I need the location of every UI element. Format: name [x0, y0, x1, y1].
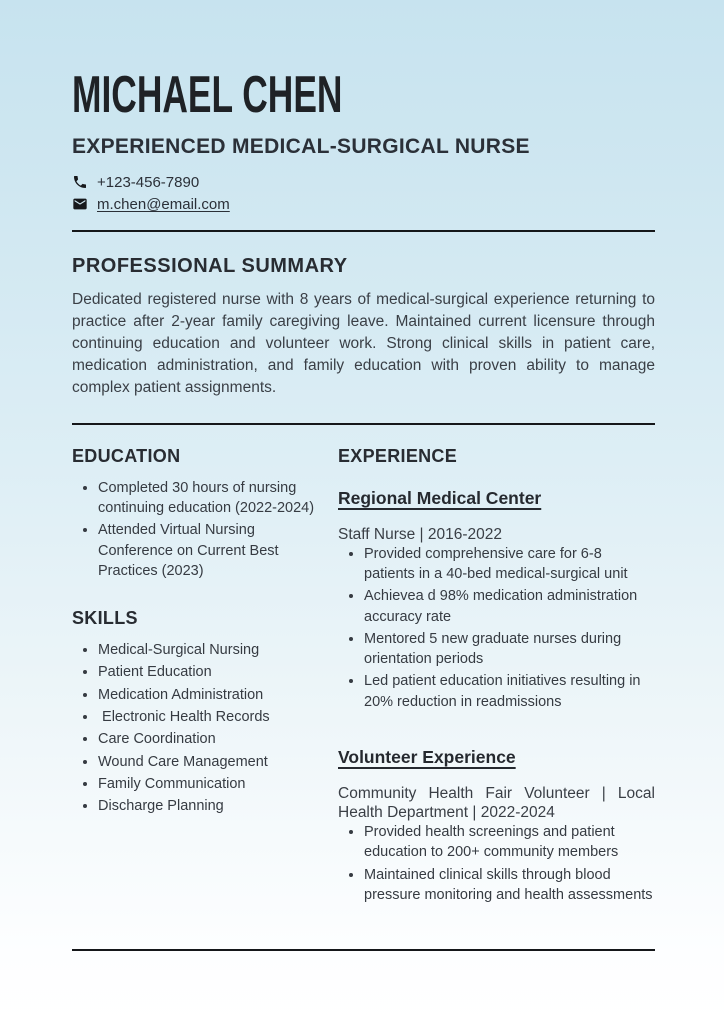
job-bullet: • Mentored 5 new graduate nurses during orientation periods — [364, 629, 655, 670]
person-name: MICHAEL CHEN — [72, 66, 343, 124]
phone-number: +123-456-7890 — [97, 173, 200, 191]
skills-list — [72, 640, 324, 816]
employer-name: Regional Medical Center — [338, 487, 542, 508]
body-columns — [72, 446, 655, 908]
job-bullet: • Achievea d 98% medication administration accuracy rate — [364, 586, 655, 627]
experience-heading: EXPERIENCE — [338, 445, 458, 466]
summary-section — [72, 255, 655, 400]
education-item: • Attended Virtual Nursing Conference on Current Best Practices (2023) — [98, 520, 324, 581]
resume-header — [72, 66, 655, 213]
skill-item: • Patient Education — [98, 662, 324, 682]
person-title: EXPERIENCED MEDICAL-SURGICAL NURSE — [72, 134, 530, 158]
divider-summary — [72, 423, 655, 425]
skill-item: • Wound Care Management — [98, 752, 324, 772]
skill-item: • Medication Administration — [98, 685, 324, 705]
envelope-icon — [72, 196, 88, 212]
skills-heading: SKILLS — [72, 608, 138, 629]
divider-header — [72, 230, 655, 232]
volunteer-bullet: • Provided health screenings and patient education to 200+ community members — [364, 822, 655, 863]
job-bullet: • Provided comprehensive care for 6-8 patients in a 40-bed medical-surgical unit — [364, 544, 655, 585]
contact-phone-row — [72, 174, 655, 191]
job-role-line: Staff Nurse | 2016-2022 — [338, 525, 503, 543]
divider-footer — [72, 949, 655, 951]
education-item: • Completed 30 hours of nursing continuing education (2022-2024) — [98, 478, 324, 519]
volunteer-bullet-list — [338, 822, 655, 905]
phone-icon — [72, 174, 88, 190]
volunteer-heading: Volunteer Experience — [338, 746, 516, 767]
job-bullet: • Led patient education initiatives resulting in 20% reduction in readmissions — [364, 671, 655, 712]
skill-item: • Discharge Planning — [98, 796, 324, 816]
left-column — [72, 446, 324, 908]
education-list — [72, 478, 324, 581]
skill-item: • Family Communication — [98, 774, 324, 794]
volunteer-bullet: • Maintained clinical skills through blood pressure monitoring and health assessments — [364, 865, 655, 906]
skill-item: • Medical-Surgical Nursing — [98, 640, 324, 660]
volunteer-role-line: Community Health Fair Volunteer | Local Health Department | 2022-2024 — [338, 784, 655, 821]
job-bullet-list — [338, 544, 655, 712]
summary-heading: PROFESSIONAL SUMMARY — [72, 254, 348, 277]
education-heading: EDUCATION — [72, 445, 181, 466]
email-link[interactable]: m.chen@email.com — [97, 195, 230, 213]
right-column — [338, 446, 655, 908]
summary-text: Dedicated registered nurse with 8 years of medical-surgical experience returning to practice after 2-year family caregiving leave. Maintained current licensure through continuing education and volunteer work. Strong clinical skills in patient care, medication administration, and family education with proven ability to manage complex patient assignments. — [72, 290, 655, 397]
skill-item: • Care Coordination — [98, 729, 324, 749]
skill-item: • Electronic Health Records — [98, 707, 324, 727]
contact-email-row — [72, 196, 655, 213]
